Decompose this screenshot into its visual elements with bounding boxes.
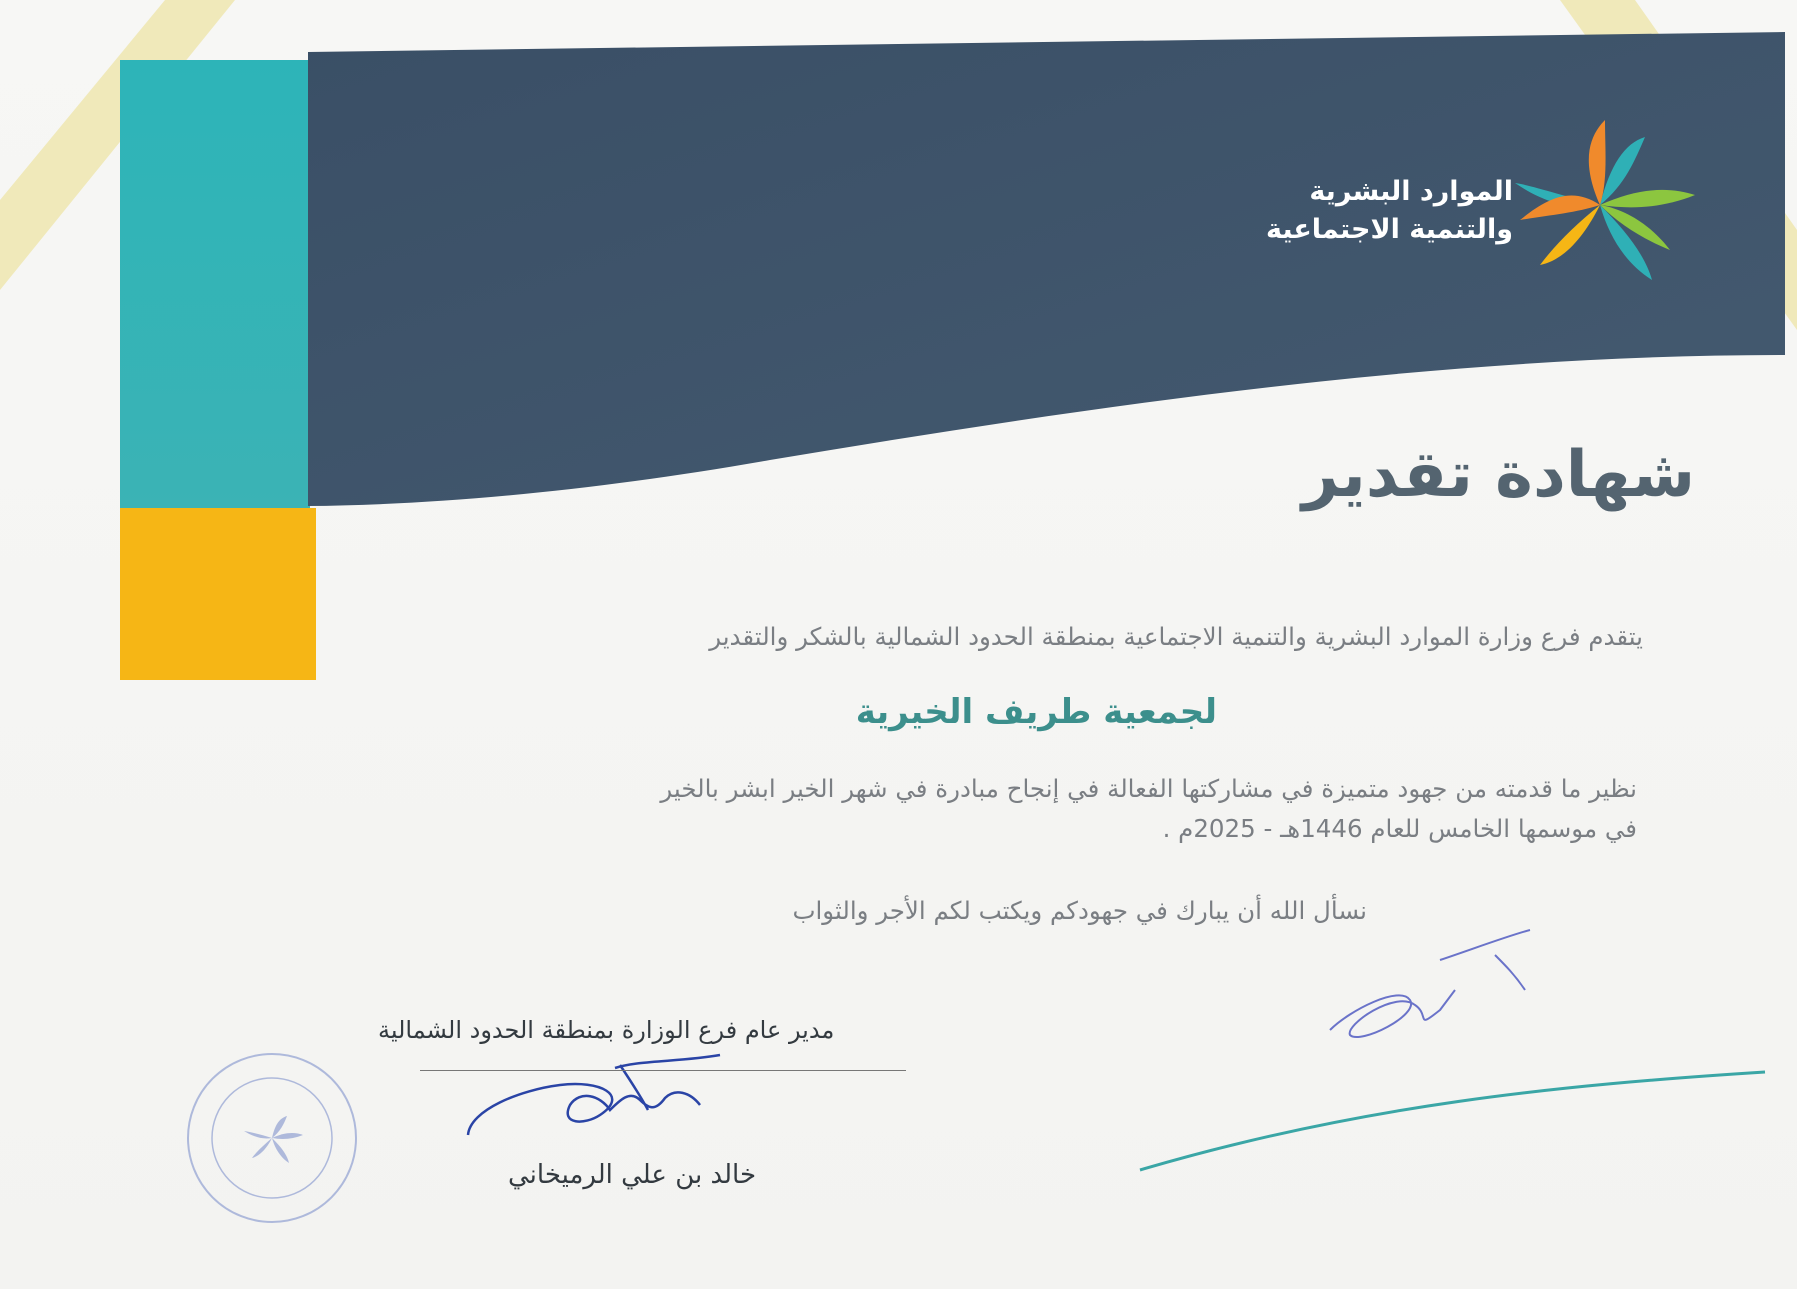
bottom-curve xyxy=(1140,1072,1765,1170)
logo-line-1: الموارد البشرية xyxy=(1309,176,1513,207)
reason-line-2: في موسمها الخامس للعام 1446هـ - 2025م . xyxy=(1162,814,1637,843)
logo-line-2: والتنمية الاجتماعية xyxy=(1265,214,1513,245)
ministry-logo-text xyxy=(1213,172,1513,262)
right-signature xyxy=(1330,930,1530,1037)
official-stamp xyxy=(188,1054,356,1222)
left-signature xyxy=(468,1055,720,1135)
signature-line xyxy=(420,1070,906,1071)
navy-header xyxy=(308,32,1785,506)
yellow-band xyxy=(120,508,316,680)
signatory-title: مدير عام فرع الوزارة بمنطقة الحدود الشمالية xyxy=(378,1016,835,1044)
teal-band xyxy=(120,60,310,508)
reason-line-1: نظير ما قدمته من جهود متميزة في مشاركتها الفعالة في إنجاح مبادرة في شهر الخير ابشر بالخير xyxy=(660,774,1637,803)
recipient-name: لجمعية طريف الخيرية xyxy=(855,692,1217,732)
signatory-name: خالد بن علي الرميخاني xyxy=(508,1160,757,1190)
certificate-title: شهادة تقدير xyxy=(1301,438,1695,512)
prayer-text: نسأل الله أن يبارك في جهودكم ويكتب لكم الأجر والثواب xyxy=(792,896,1367,925)
intro-text: يتقدم فرع وزارة الموارد البشرية والتنمية الاجتماعية بمنطقة الحدود الشمالية بالشكر والتقدير xyxy=(709,622,1643,651)
